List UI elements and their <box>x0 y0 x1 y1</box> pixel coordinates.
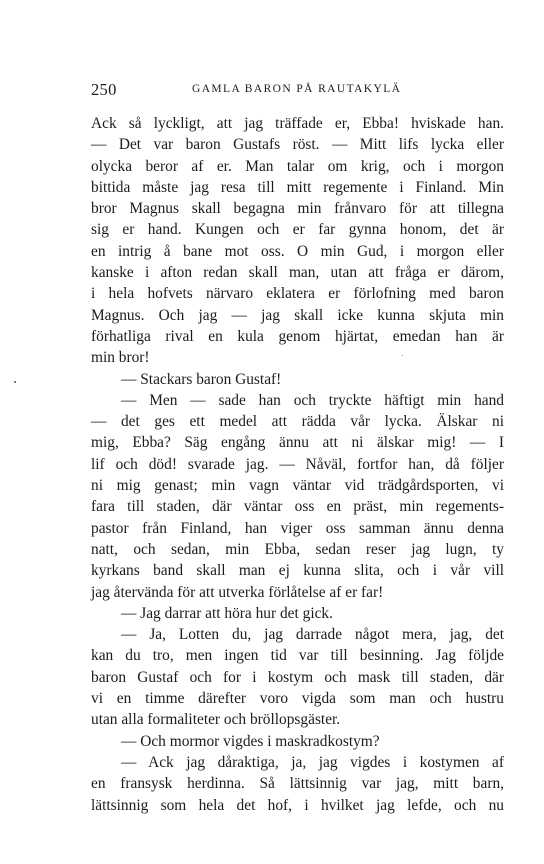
paper-speck <box>402 355 403 356</box>
text-line: — Men — sade han och tryckte häftigt min hand <box>121 391 504 409</box>
body-text <box>91 113 504 816</box>
text-line: — Och mormor vigdes i maskradkostym? <box>121 732 380 750</box>
text-line: ni mig genast; min vagn väntar vid trädgårdsporten, vi <box>91 477 504 495</box>
page-header <box>91 80 504 102</box>
page-number: 250 <box>91 80 117 99</box>
text-line: natt, och sedan, min Ebba, sedan reser jag lugn, ty <box>91 540 504 558</box>
text-line: mig, Ebba? Säg engång ännu att ni älskar mig! — I <box>91 434 504 452</box>
text-line: — det ges ett medel att rädda vår lycka. Älskar ni <box>91 413 504 431</box>
text-line: i hela hofvets närvaro eklatera er förlofning med baron <box>91 285 504 303</box>
text-line: utan alla formaliteter och bröllopsgäster. <box>91 711 341 729</box>
text-line: — Stackars baron Gustaf! <box>121 370 282 388</box>
text-line: pastor från Finland, han viger oss samman ännu denna <box>91 519 504 537</box>
text-line: bittida måste jag resa till mitt regemente i Finland. Min <box>91 178 504 196</box>
text-line: — Jag darrar att höra hur det gick. <box>121 604 333 622</box>
text-line: Magnus. Och jag — jag skall icke kunna skjuta min <box>91 306 504 324</box>
text-line: lif och död! svarade jag. — Nåväl, fortfor han, då följer <box>91 455 504 473</box>
text-line: kyrkans band skall man ej kunna slita, och i vår vill <box>91 562 504 580</box>
text-line: baron Gustaf och for i kostym och mask till staden, där <box>91 668 504 686</box>
text-line: kan du tro, men ingen tid var till besinning. Jag följde <box>91 647 504 665</box>
text-line: — Ja, Lotten du, jag darrade något mera, jag, det <box>121 626 504 644</box>
text-line: olycka beror af er. Man talar om krig, och i morgon <box>91 157 504 175</box>
text-line: jag återvända för att utverka förlåtelse af er far! <box>91 583 384 601</box>
text-line: fara till staden, där väntar oss en präst, min regements- <box>91 498 504 516</box>
text-line: sig er hand. Kungen och er far gynna honom, det är <box>91 221 504 239</box>
text-line: vi en timme därefter voro vigda som man och hustru <box>91 690 504 708</box>
text-line: bror Magnus skall begagna min frånvaro för att tillegna <box>91 200 504 218</box>
paper-speck <box>14 381 16 383</box>
text-line: kanske i afton redan skall man, utan att fråga er därom, <box>91 264 504 282</box>
text-line: en intrig å bane mot oss. O min Gud, i morgon eller <box>91 242 504 260</box>
text-line: lättsinnig som hela det hof, i hvilket jag lefde, och nu <box>91 796 504 814</box>
text-line: en fransysk herdinna. Så lättsinnig var jag, mitt barn, <box>91 775 504 793</box>
text-line: Ack så lyckligt, att jag träffade er, Ebba! hviskade han. <box>91 115 504 132</box>
running-title: GAMLA BARON PÅ RAUTAKYLÄ <box>192 83 402 95</box>
text-line: förhatliga rival en kula genom hjärtat, emedan han är <box>91 327 504 345</box>
text-line: — Det var baron Gustafs röst. — Mitt lifs lycka eller <box>91 136 504 154</box>
text-line: min bror! <box>91 349 150 367</box>
text-line: — Ack jag dåraktiga, ja, jag vigdes i kostymen af <box>121 753 504 771</box>
